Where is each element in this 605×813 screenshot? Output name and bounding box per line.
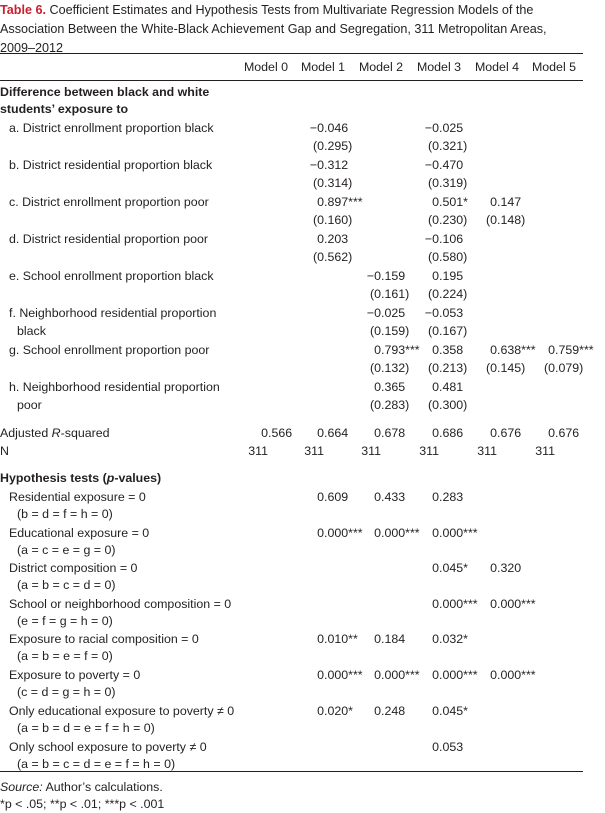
standard-error-value: (0.160) [312, 213, 353, 227]
source-note [0, 779, 163, 796]
p-value: 0.000*** [432, 668, 478, 682]
p-value: 0.320 [490, 561, 522, 575]
hypothesis-condition: (b = d = f = h = 0) [17, 507, 113, 521]
p-value: 0.184 [374, 632, 406, 646]
hypothesis-label: Residential exposure = 0 [9, 490, 146, 504]
p-value: 0.000*** [374, 526, 420, 540]
standard-error-value: (0.230) [427, 213, 468, 227]
standard-error-value: (0.300) [427, 398, 468, 412]
standard-error-value: (0.161) [369, 287, 410, 301]
hypothesis-condition: (a = c = e = g = 0) [17, 543, 116, 557]
table-number: Table 6. [0, 3, 46, 17]
column-header-model-2: Model 2 [358, 60, 404, 74]
p-value: 0.000*** [432, 526, 478, 540]
bottom-rule [0, 771, 583, 772]
hypothesis-condition: (a = b = e = f = 0) [17, 649, 113, 663]
p-value: 0.053 [432, 740, 464, 754]
column-header-model-0: Model 0 [243, 60, 289, 74]
standard-error-value: (0.319) [427, 176, 468, 190]
table-caption [0, 1, 583, 58]
p-value: 0.609 [317, 490, 349, 504]
p-value: 0.000*** [374, 668, 420, 682]
hypothesis-label: Only school exposure to poverty ≠ 0 [9, 740, 207, 754]
standard-error-value: (0.562) [312, 250, 353, 264]
coefficient-value: −0.025 [366, 306, 406, 320]
p-value: 0.045* [432, 561, 468, 575]
stat-value: 0.676 [490, 426, 522, 440]
coefficient-value: 0.203 [317, 232, 349, 246]
coefficient-value: −0.159 [366, 269, 406, 283]
p-value: 0.433 [374, 490, 406, 504]
standard-error-value: (0.213) [427, 361, 468, 375]
coefficient-value: 0.638*** [490, 343, 536, 357]
variable-label: h. Neighborhood residential proportion [9, 380, 220, 394]
p-value: 0.000*** [490, 668, 536, 682]
hypothesis-label: Exposure to racial composition = 0 [9, 632, 199, 646]
hypothesis-condition: (e = f = g = h = 0) [17, 614, 113, 628]
hypothesis-label: School or neighborhood composition = 0 [9, 597, 232, 611]
column-header-model-4: Model 4 [474, 60, 520, 74]
stat-value: 311 [361, 444, 381, 458]
stat-value: 0.676 [548, 426, 580, 440]
variable-label: b. District residential proportion black [9, 158, 213, 172]
coefficient-value: 0.195 [432, 269, 464, 283]
coefficient-value: −0.106 [424, 232, 464, 246]
stat-value: 311 [248, 444, 268, 458]
stat-value: 311 [419, 444, 439, 458]
stat-value: 311 [477, 444, 497, 458]
source-label: Source: [0, 780, 43, 794]
coefficient-value: 0.501* [432, 195, 468, 209]
standard-error-value: (0.224) [427, 287, 468, 301]
variable-label: poor [17, 398, 42, 412]
stat-value: 0.566 [261, 426, 293, 440]
standard-error-value: (0.159) [369, 324, 410, 338]
standard-error-value: (0.295) [312, 139, 353, 153]
coefficient-value: 0.358 [432, 343, 464, 357]
variable-label: a. District enrollment proportion black [9, 121, 214, 135]
stat-value: 311 [535, 444, 555, 458]
header-rule [0, 80, 583, 81]
stat-value: 0.686 [432, 426, 464, 440]
stat-label: N [0, 444, 9, 458]
caption-text: Coefficient Estimates and Hypothesis Tests from Multivariate Regression Models of the Association Between the White-Black Achievement Gap and Segregation, 311 Metropolitan Areas, 2009–2012 [0, 3, 547, 55]
stat-value: 0.664 [317, 426, 349, 440]
standard-error-value: (0.283) [369, 398, 410, 412]
p-value: 0.045* [432, 704, 468, 718]
p-value: 0.010** [317, 632, 358, 646]
section-title-hypothesis: Hypothesis tests (p-values) [0, 471, 162, 485]
standard-error-value: (0.148) [485, 213, 526, 227]
stat-value: 0.678 [374, 426, 406, 440]
standard-error-value: (0.145) [485, 361, 526, 375]
coefficient-value: −0.053 [424, 306, 464, 320]
hypothesis-condition: (a = b = c = d = 0) [17, 578, 116, 592]
p-value: 0.000*** [490, 597, 536, 611]
standard-error-value: (0.132) [369, 361, 410, 375]
coefficient-value: 0.897*** [317, 195, 363, 209]
stat-label: Adjusted R-squared [0, 426, 110, 440]
standard-error-value: (0.167) [427, 324, 468, 338]
variable-label: d. District residential proportion poor [9, 232, 209, 246]
p-value: 0.000*** [432, 597, 478, 611]
hypothesis-condition: (c = d = g = h = 0) [17, 685, 116, 699]
hypothesis-label: District composition = 0 [9, 561, 138, 575]
coefficient-value: 0.365 [374, 380, 406, 394]
hypothesis-label: Exposure to poverty = 0 [9, 668, 141, 682]
top-rule [0, 53, 583, 54]
variable-label: c. District enrollment proportion poor [9, 195, 209, 209]
p-value: 0.000*** [317, 668, 363, 682]
variable-label: g. School enrollment proportion poor [9, 343, 210, 357]
column-header-model-3: Model 3 [416, 60, 462, 74]
section-title-exposure-line2: students’ exposure to [0, 102, 129, 116]
column-header-model-5: Model 5 [531, 60, 577, 74]
p-value: 0.000*** [317, 526, 363, 540]
coefficient-value: −0.312 [309, 158, 349, 172]
p-value: 0.248 [374, 704, 406, 718]
hypothesis-label: Only educational exposure to poverty ≠ 0 [9, 704, 235, 718]
variable-label: e. School enrollment proportion black [9, 269, 214, 283]
hypothesis-condition: (a = b = d = e = f = h = 0) [17, 721, 155, 735]
standard-error-value: (0.314) [312, 176, 353, 190]
stat-value: 311 [304, 444, 324, 458]
coefficient-value: 0.481 [432, 380, 464, 394]
p-value: 0.032* [432, 632, 468, 646]
hypothesis-condition: (a = b = c = d = e = f = h = 0) [17, 757, 176, 771]
hypothesis-label: Educational exposure = 0 [9, 526, 150, 540]
standard-error-value: (0.580) [427, 250, 468, 264]
column-header-model-1: Model 1 [300, 60, 346, 74]
section-title-exposure-line1: Difference between black and white [0, 85, 210, 99]
variable-label: black [17, 324, 46, 338]
p-value: 0.020* [317, 704, 353, 718]
coefficient-value: 0.793*** [374, 343, 420, 357]
coefficient-value: −0.025 [424, 121, 464, 135]
coefficient-value: 0.147 [490, 195, 522, 209]
variable-label: f. Neighborhood residential proportion [9, 306, 217, 320]
coefficient-value: −0.046 [309, 121, 349, 135]
standard-error-value: (0.079) [543, 361, 584, 375]
coefficient-value: −0.470 [424, 158, 464, 172]
significance-note: *p < .05; **p < .01; ***p < .001 [0, 797, 165, 811]
source-text: Author’s calculations. [42, 780, 163, 794]
p-value: 0.283 [432, 490, 464, 504]
coefficient-value: 0.759*** [548, 343, 594, 357]
standard-error-value: (0.321) [427, 139, 468, 153]
